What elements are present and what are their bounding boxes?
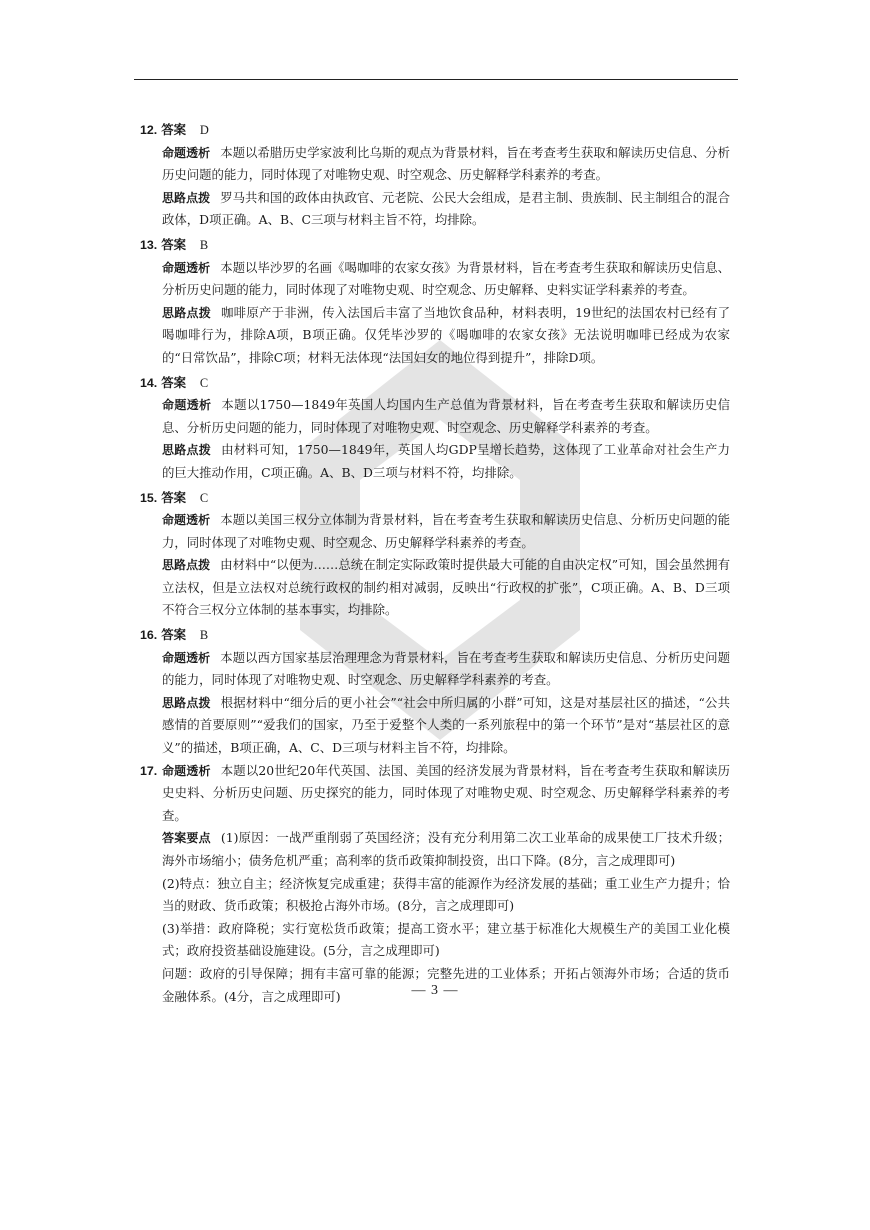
answer-value: C [199, 490, 209, 505]
q17-intent-line [140, 760, 730, 828]
intent-text: 本题以20世纪20年代英国、法国、美国的经济发展为背景材料，旨在考查考生获取和解读历史史料、分析历史问题、历史探究的能力，同时体现了对唯物史观、时空观念、历史解释学科素养的考查。 [162, 762, 730, 823]
key-points-label: 答案要点 [162, 831, 211, 846]
intent-label: 命题透析 [162, 650, 211, 665]
hint-label: 思路点拨 [162, 190, 211, 205]
answer-line [140, 624, 730, 647]
answer-value: D [199, 123, 209, 137]
hint-paragraph [140, 692, 730, 760]
intent-label: 命题透析 [162, 763, 211, 778]
intent-label: 命题透析 [162, 145, 211, 160]
answer-line [140, 487, 730, 510]
page-number: — 3 — [411, 983, 459, 998]
answer-key-content [140, 117, 730, 1008]
intent-paragraph [140, 647, 730, 692]
question-number: 14. [140, 375, 158, 390]
hint-paragraph [140, 554, 730, 622]
question-number: 13. [140, 237, 158, 252]
answer-line [140, 119, 730, 142]
answer-label: 答案 [161, 122, 186, 137]
hint-paragraph [140, 439, 730, 484]
intent-label: 命题透析 [162, 398, 212, 413]
hint-label: 思路点拨 [162, 305, 212, 320]
answer-line [140, 372, 730, 395]
answer-value: C [199, 375, 209, 390]
intent-paragraph [140, 142, 730, 187]
key-point-4: 问题：政府的引导保障；拥有丰富可靠的能源；完整先进的工业体系；开拓占领海外市场；合适的货币金融体系。(4分，言之成理即可) [162, 965, 730, 1004]
answer-label: 答案 [161, 374, 186, 390]
intent-paragraph [140, 394, 730, 439]
question-number: 15. [140, 490, 158, 505]
intent-paragraph [162, 760, 730, 828]
hint-text: 咖啡原产于非洲，传入法国后丰富了当地饮食品种，材料表明，19世纪的法国农村已经有了喝咖啡行为，排除A项，B项正确。仅凭毕沙罗的《喝咖啡的农家女孩》无法说明咖啡已经成为农家的“日常饮品”，排除C项；材料无法体现“法国妇女的地位得到提升”，排除D项。 [162, 304, 730, 365]
hint-paragraph [140, 302, 730, 370]
hint-label: 思路点拨 [162, 695, 211, 710]
answer-line [140, 234, 730, 257]
hint-text: 由材料中“以便为……总统在制定实际政策时提供最大可能的自由决定权”可知，国会虽然拥有立法权，但是立法权对总统行政权的制约相对减弱，反映出“行政权的扩张”，C项正确。A、B、D三项不符合三权分立体制的基本事实，均排除。 [162, 557, 730, 618]
intent-text: 本题以毕沙罗的名画《喝咖啡的农家女孩》为背景材料，旨在考查考生获取和解读历史信息、分析历史问题的能力，同时体现了对唯物史观、时空观念、历史解释、史料实证学科素养的考查。 [162, 259, 730, 298]
key-point-3: (3)举措：政府降税；实行宽松货币政策；提高工资水平；建立基于标准化大规模生产的美国工业化模式；政府投资基础设施建设。(5分，言之成理即可) [162, 920, 730, 959]
intent-label: 命题透析 [162, 260, 211, 275]
question-13 [140, 234, 730, 370]
intent-text: 本题以西方国家基层治理理念为背景材料，旨在考查考生获取和解读历史信息、分析历史问题的能力，同时体现了对唯物史观、时空观念、历史解释学科素养的考查。 [162, 649, 730, 688]
intent-text: 本题以1750—1849年英国人均国内生产总值为背景材料，旨在考查考生获取和解读历史信息、分析历史问题的能力，同时体现了对唯物史观、时空观念、历史解释学科素养的考查。 [162, 397, 730, 435]
header-rule [134, 79, 738, 80]
question-12 [140, 119, 730, 232]
answer-label: 答案 [161, 236, 186, 252]
question-number: 17. [140, 763, 158, 778]
hint-label: 思路点拨 [162, 443, 212, 458]
intent-paragraph [140, 257, 730, 302]
hint-text: 根据材料中“细分后的更小社会”“社会中所归属的小群”可知，这是对基层社区的描述，“公共感情的首要原则”“爱我们的国家，乃至于爱整个人类的一系列旅程中的第一个环节”是对“基层社区的意义”的描述，B项正确，A、C、D三项与材料主旨不符，均排除。 [162, 694, 730, 756]
question-14 [140, 372, 730, 485]
intent-paragraph [140, 509, 730, 554]
question-number: 16. [140, 628, 158, 643]
answer-value: B [199, 237, 209, 252]
hint-label: 思路点拨 [162, 558, 211, 573]
question-number: 12. [140, 123, 158, 137]
intent-label: 命题透析 [162, 513, 211, 528]
intent-text: 本题以希腊历史学家波利比乌斯的观点为背景材料，旨在考查考生获取和解读历史信息、分析历史问题的能力，同时体现了对唯物史观、时空观念、历史解释学科素养的考查。 [162, 144, 730, 183]
intent-text: 本题以美国三权分立体制为背景材料，旨在考查考生获取和解读历史信息、分析历史问题的能力，同时体现了对唯物史观、时空观念、历史解释学科素养的考查。 [162, 512, 730, 550]
key-point-2: (2)特点：独立自主；经济恢复完成重建；获得丰富的能源作为经济发展的基础；重工业生产力提升；恰当的财政、货币政策；积极抢占海外市场。(8分，言之成理即可) [162, 875, 730, 914]
key-points-paragraph [140, 827, 730, 872]
question-17 [140, 760, 730, 1009]
key-point-1: (1)原因：一战严重削弱了英国经济；没有充分利用第二次工业革命的成果使工厂技术升级；海外市场缩小；债务危机严重；高利率的货币政策抑制投资，出口下降。(8分，言之成理即可) [162, 830, 730, 868]
answer-value: B [199, 628, 209, 643]
hint-paragraph [140, 187, 730, 232]
question-16 [140, 624, 730, 760]
question-15 [140, 487, 730, 623]
answer-label: 答案 [161, 489, 186, 505]
hint-text: 由材料可知，1750—1849年，英国人均GDP呈增长趋势，这体现了工业革命对社会生产力的巨大推动作用，C项正确。A、B、D三项与材料不符，均排除。 [162, 442, 730, 480]
hint-text: 罗马共和国的政体由执政官、元老院、公民大会组成，是君主制、贵族制、民主制组合的混合政体，D项正确。A、B、C三项与材料主旨不符，均排除。 [162, 189, 730, 228]
answer-label: 答案 [161, 627, 186, 643]
